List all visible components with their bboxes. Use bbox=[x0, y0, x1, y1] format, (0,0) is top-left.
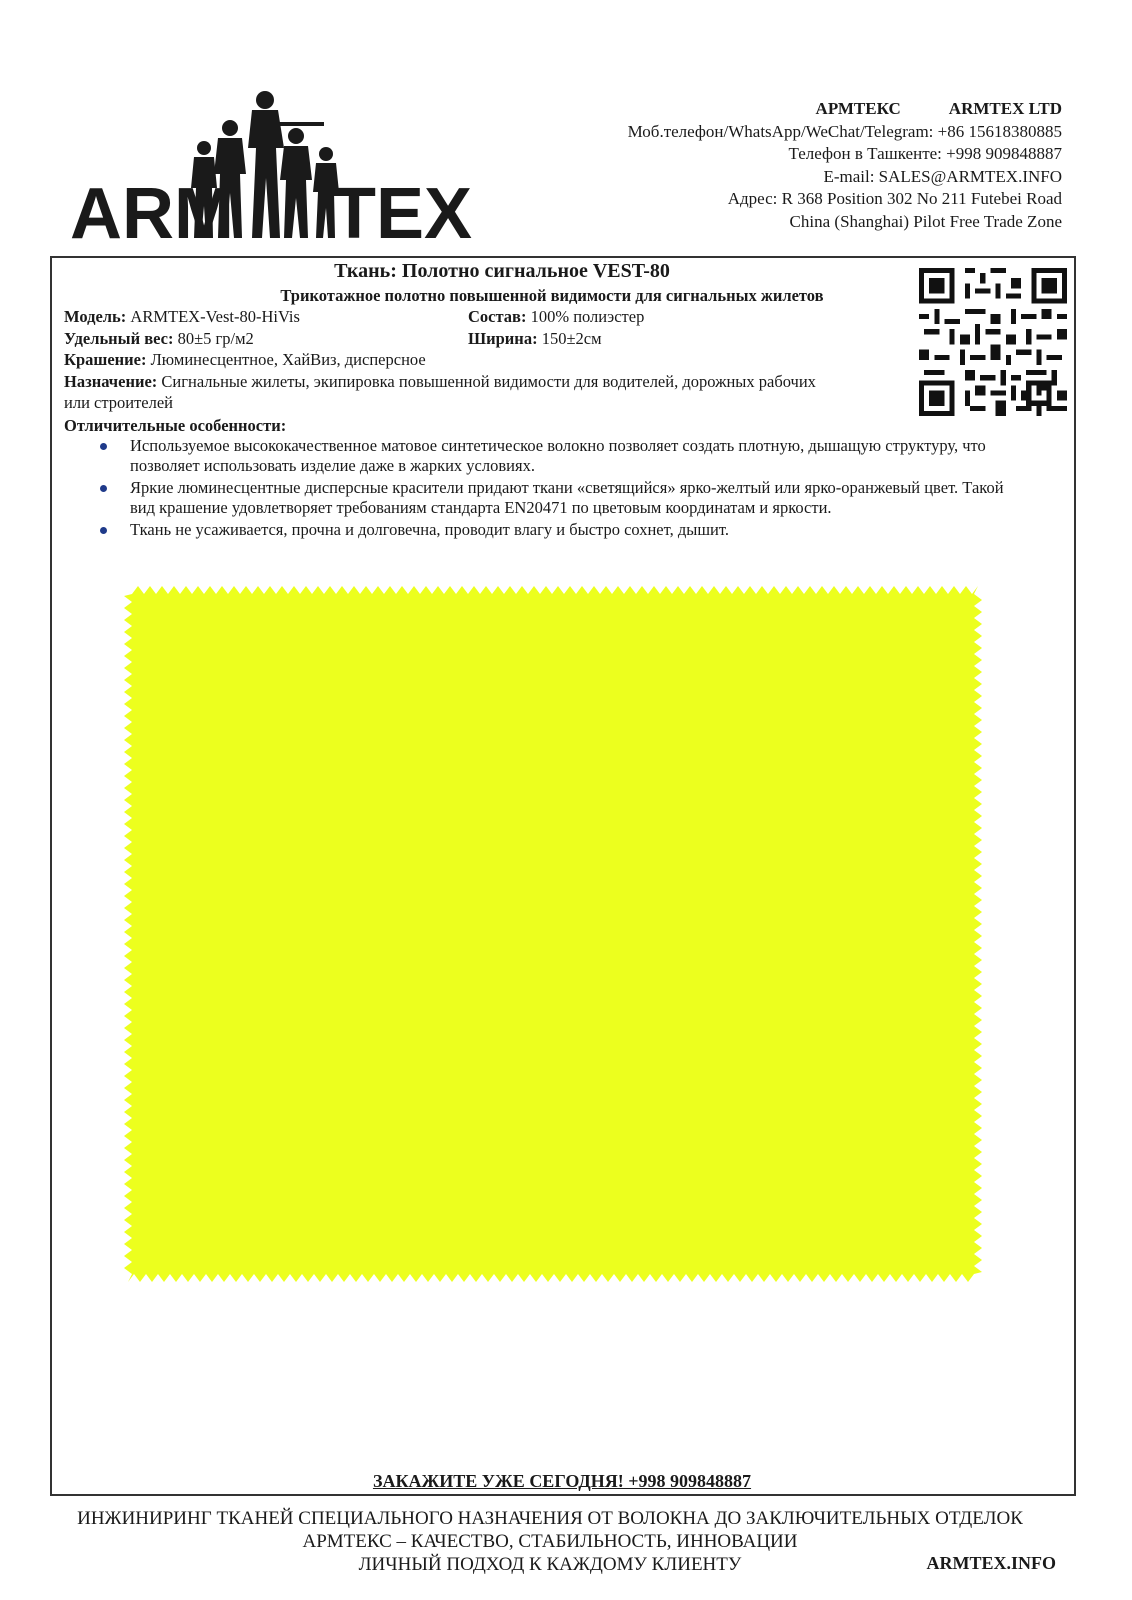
features-list bbox=[64, 436, 1064, 540]
product-specs bbox=[64, 306, 904, 414]
address-line-2: China (Shanghai) Pilot Free Trade Zone bbox=[789, 211, 1062, 231]
composition-label: Состав: bbox=[468, 307, 527, 326]
list-item: Ткань не усаживается, прочна и долговечна, проводит влагу и быстро сохнет, дышит. bbox=[64, 520, 1010, 540]
purpose-value: Сигнальные жилеты, экипировка повышенной видимости для водителей, дорожных рабочих или строителей bbox=[64, 371, 816, 412]
features-section bbox=[64, 416, 1064, 542]
company-name-ru: АРМТЕКС bbox=[815, 99, 901, 118]
spec-row-weight bbox=[64, 328, 904, 350]
composition-value: 100% полиэстер bbox=[526, 307, 645, 326]
model-label: Модель: bbox=[64, 307, 127, 326]
product-subtitle: Трикотажное полотно повышенной видимости для сигнальных жилетов bbox=[280, 286, 824, 305]
weight-spec bbox=[64, 328, 468, 350]
footer-line-1: ИНЖИНИРИНГ ТКАНЕЙ СПЕЦИАЛЬНОГО НАЗНАЧЕНИЯ ОТ ВОЛОКНА ДО ЗАКЛЮЧИТЕЛЬНЫХ ОТДЕЛОК bbox=[77, 1508, 1023, 1529]
soldiers-logo-icon bbox=[70, 88, 473, 254]
website-link[interactable]: ARMTEX.INFO bbox=[926, 1553, 1056, 1573]
purpose-label: Назначение: bbox=[64, 371, 158, 391]
width-label: Ширина: bbox=[468, 328, 538, 348]
fabric-swatch-shape bbox=[124, 586, 982, 1282]
mobile-phone-line: Моб.телефон/WhatsApp/WeChat/Telegram: +86 15618380885 bbox=[627, 121, 1062, 141]
fabric-swatch bbox=[124, 586, 982, 1282]
qr-code bbox=[919, 268, 1067, 416]
qr-code-icon bbox=[919, 268, 1067, 416]
fabric-swatch-image bbox=[124, 586, 982, 1282]
dyeing-value: Люминесцентное, ХайВиз, дисперсное bbox=[146, 350, 426, 369]
address-line-1: Адрес: R 368 Position 302 No 211 Futebei Road bbox=[727, 189, 1062, 208]
logo-text-left: ARM bbox=[70, 174, 234, 254]
composition-spec bbox=[468, 306, 644, 328]
footer-line-2: АРМТЕКС – КАЧЕСТВО, СТАБИЛЬНОСТЬ, ИННОВАЦИИ bbox=[302, 1531, 798, 1552]
weight-label: Удельный вес: bbox=[64, 328, 174, 348]
dyeing-spec bbox=[64, 349, 904, 371]
company-contacts bbox=[628, 98, 1062, 233]
features-heading: Отличительные особенности: bbox=[64, 416, 287, 435]
model-value: ARMTEX-Vest-80-HiVis bbox=[126, 307, 300, 326]
email-line: E-mail: SALES@ARMTEX.INFO bbox=[823, 166, 1062, 186]
list-item: Используемое высококачественное матовое синтетическое волокно позволяет создать плотную, дышащую структуру, что позволяет использовать изделие даже в жарких условиях. bbox=[64, 436, 1010, 476]
product-card bbox=[50, 256, 1076, 1496]
model-spec bbox=[64, 306, 468, 328]
width-value: 150±2см bbox=[537, 328, 602, 348]
product-title: Ткань: Полотно сигнальное VEST-80 bbox=[334, 260, 670, 282]
list-item: Яркие люминесцентные дисперсные красители придают ткани «светящийся» ярко-желтый или ярко-оранжевый цвет. Такой вид крашение удовлетворяет требованиям стандарта EN20471 по цветовым координатам и яркости. bbox=[64, 478, 1010, 518]
width-spec bbox=[468, 328, 602, 350]
dyeing-label: Крашение: bbox=[64, 350, 147, 369]
logo-text-right: TEX bbox=[332, 174, 473, 254]
weight-value: 80±5 гр/м2 bbox=[173, 328, 254, 348]
purpose-spec bbox=[64, 371, 824, 414]
footer-line-3: ЛИЧНЫЙ ПОДХОД К КАЖДОМУ КЛИЕНТУ bbox=[358, 1554, 742, 1575]
armtex-logo bbox=[70, 88, 473, 254]
tashkent-phone-line: Телефон в Ташкенте: +998 909848887 bbox=[788, 144, 1062, 163]
company-names bbox=[628, 98, 1062, 121]
order-call-to-action: ЗАКАЖИТЕ УЖЕ СЕГОДНЯ! +998 909848887 bbox=[372, 1471, 752, 1491]
company-name-en: ARMTEX LTD bbox=[948, 99, 1062, 118]
spec-row-model bbox=[64, 306, 904, 328]
